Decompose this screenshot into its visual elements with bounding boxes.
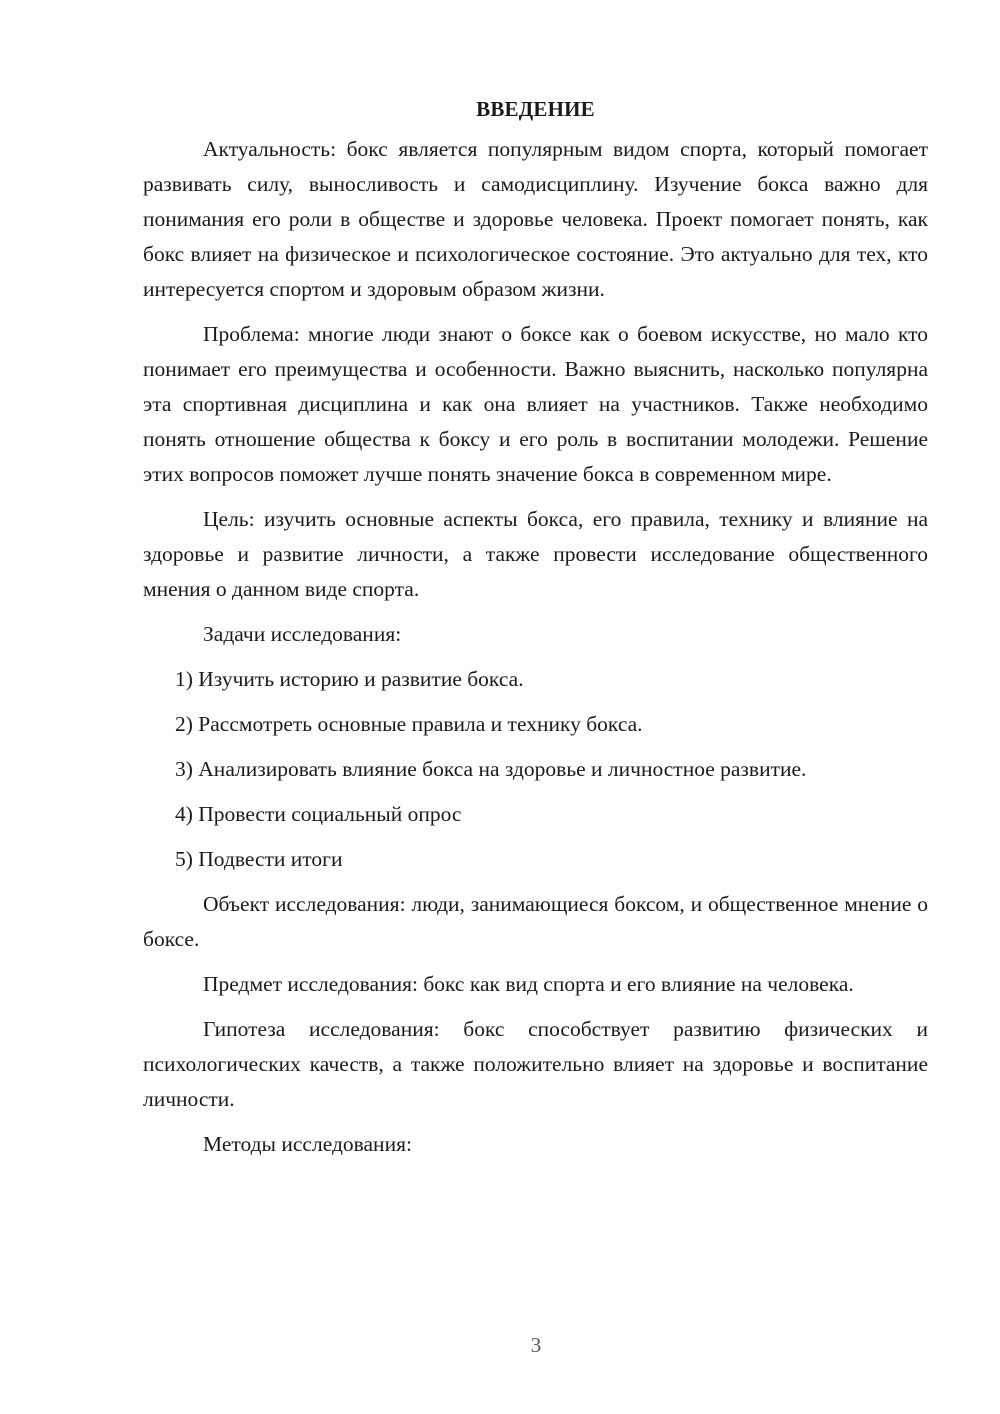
task-item: 3) Анализировать влияние бокса на здоровье и личностное развитие.: [175, 757, 807, 781]
tasks-heading: Задачи исследования:: [203, 622, 402, 646]
subject-paragraph: Предмет исследования: бокс как вид спорта и его влияние на человека.: [203, 972, 854, 996]
task-item: 1) Изучить историю и развитие бокса.: [175, 667, 524, 691]
goal-paragraph: Цель: изучить основные аспекты бокса, его правила, технику и влияние на здоровье и развитие личности, а также провести исследование общественного мнения о данном виде спорта.: [143, 507, 928, 601]
object-paragraph: Объект исследования: люди, занимающиеся боксом, и общественное мнение о боксе.: [143, 892, 928, 951]
hypothesis-paragraph: Гипотеза исследования: бокс способствует развитию физических и психологических качеств, а также положительно влияет на здоровье и воспитание личности.: [143, 1017, 928, 1111]
page-number: 3: [530, 1333, 542, 1357]
page-content: [143, 92, 928, 1172]
task-item: 2) Рассмотреть основные правила и технику бокса.: [175, 712, 643, 736]
relevance-paragraph: Актуальность: бокс является популярным видом спорта, который помогает развивать силу, выносливость и самодисциплину. Изучение бокса важно для понимания его роли в обществе и здоровье человека. Проект помогает понять, как бокс влияет на физическое и психологическое состояние. Это актуально для тех, кто интересуется спортом и здоровым образом жизни.: [143, 137, 928, 301]
task-item: 4) Провести социальный опрос: [175, 802, 462, 826]
methods-heading: Методы исследования:: [203, 1132, 412, 1156]
task-item: 5) Подвести итоги: [175, 847, 343, 871]
problem-paragraph: Проблема: многие люди знают о боксе как о боевом искусстве, но мало кто понимает его преимущества и особенности. Важно выяснить, насколько популярна эта спортивная дисциплина и как она влияет на участников. Также необходимо понять отношение общества к боксу и его роль в воспитании молодежи. Решение этих вопросов поможет лучше понять значение бокса в современном мире.: [143, 322, 928, 486]
page-title: ВВЕДЕНИЕ: [476, 97, 595, 121]
